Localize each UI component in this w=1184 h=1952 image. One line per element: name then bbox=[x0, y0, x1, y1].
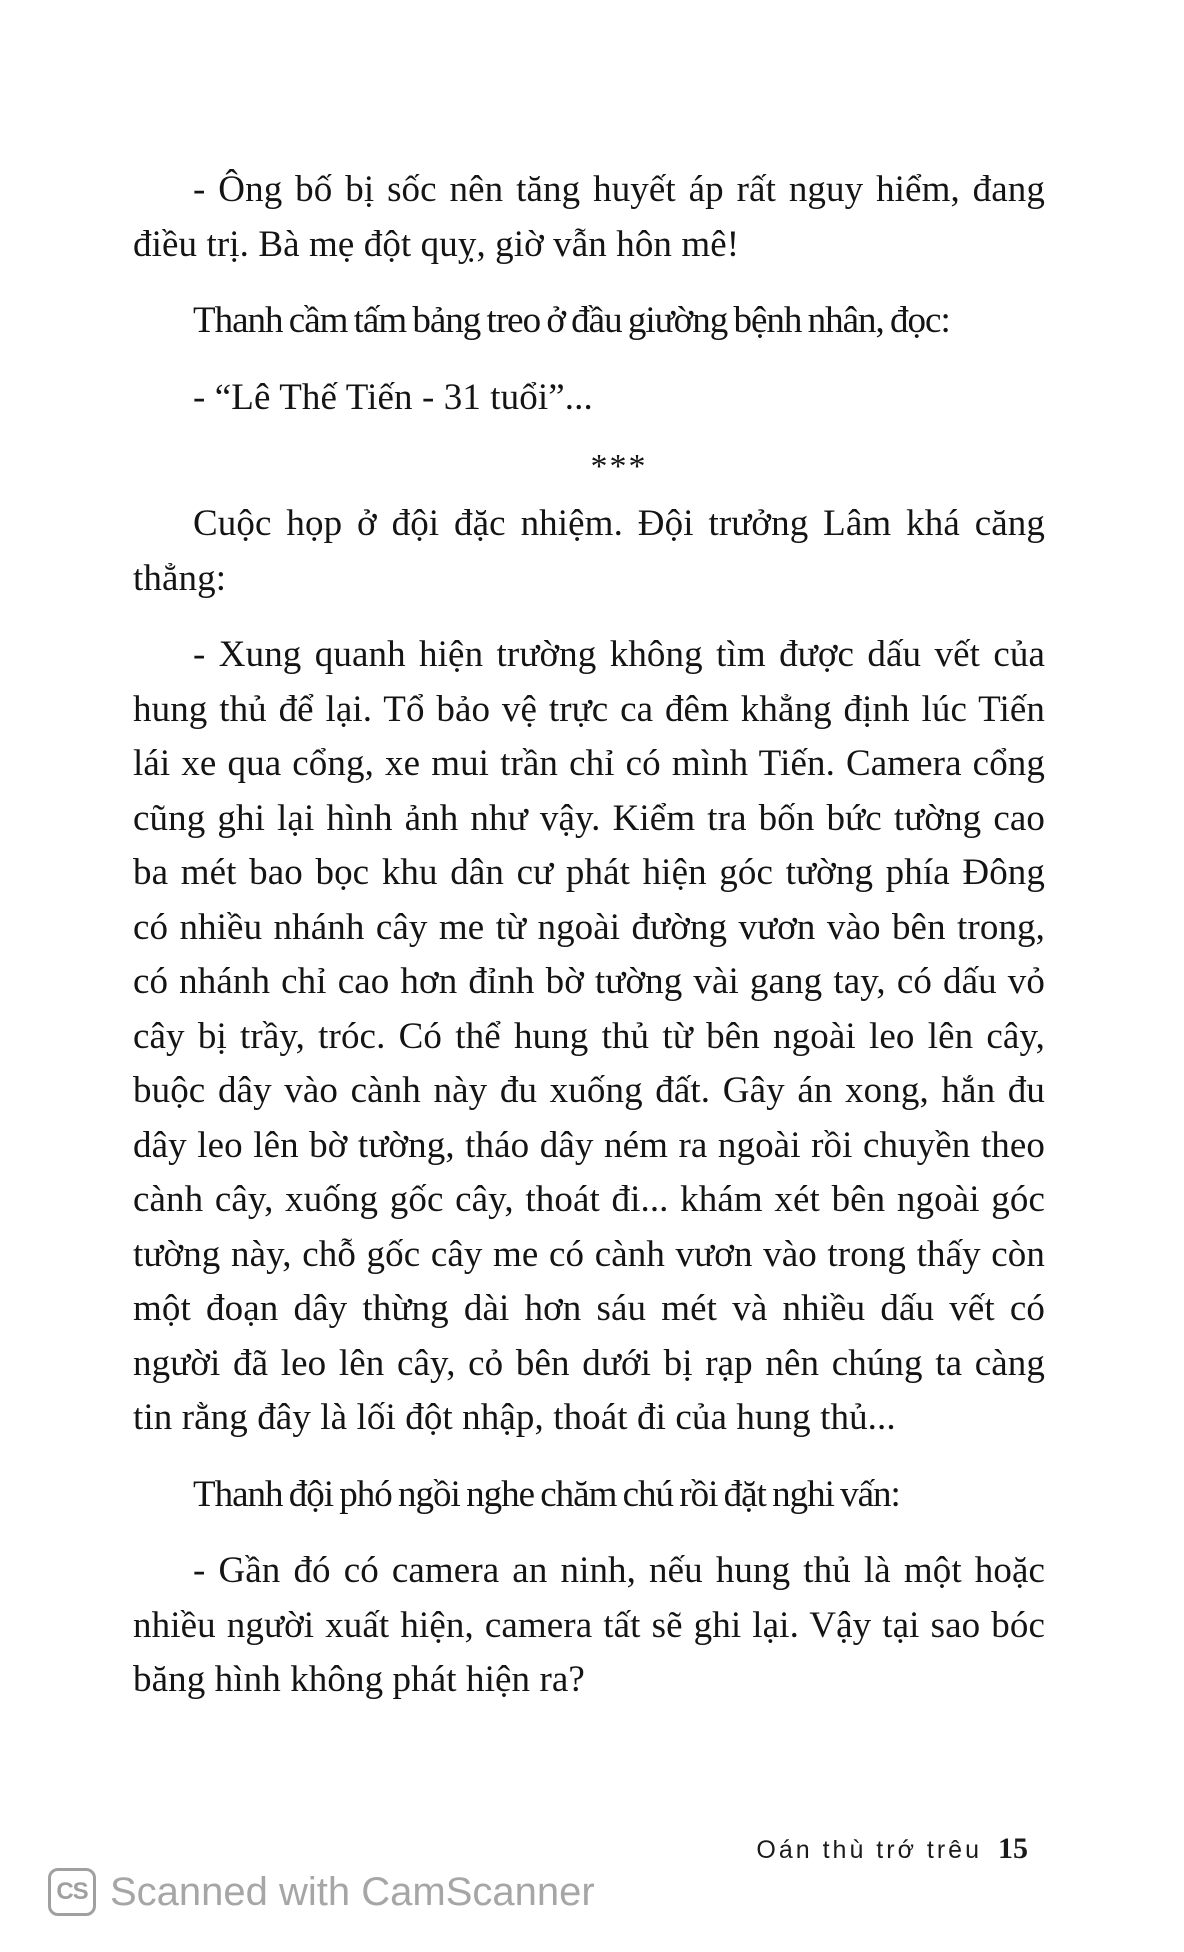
page-number: 15 bbox=[998, 1832, 1028, 1865]
running-footer bbox=[0, 1832, 1028, 1866]
body-text bbox=[133, 163, 1045, 1708]
watermark-text: Scanned with CamScanner bbox=[110, 1869, 595, 1914]
camscanner-logo-icon: CS bbox=[48, 1868, 96, 1916]
paragraph: - Xung quanh hiện trường không tìm được dấu vết của hung thủ để lại. Tổ bảo vệ trực ca đêm khẳng định lúc Tiến lái xe qua cổng, xe mui trần chỉ có mình Tiến. Camera cổng cũng ghi lại hình ảnh như vậy. Kiểm tra bốn bức tường cao ba mét bao bọc khu dân cư phát hiện góc tường phía Đông có nhiều nhánh cây me từ ngoài đường vươn vào bên trong, có nhánh chỉ cao hơn đỉnh bờ tường vài gang tay, có dấu vỏ cây bị trầy, tróc. Có thể hung thủ từ bên ngoài leo lên cây, buộc dây vào cành này đu xuống đất. Gây án xong, hắn đu dây leo lên bờ tường, tháo dây ném ra ngoài rồi chuyền theo cành cây, xuống gốc cây, thoát đi... khám xét bên ngoài góc tường này, chỗ gốc cây me có cành vươn vào trong thấy còn một đoạn dây thừng dài hơn sáu mét và nhiều dấu vết có người đã leo lên cây, cỏ bên dưới bị rạp nên chúng ta càng tin rằng đây là lối đột nhập, thoát đi của hung thủ... bbox=[133, 634, 1045, 1438]
paragraph: - “Lê Thế Tiến - 31 tuổi”... bbox=[193, 376, 593, 418]
book-title: Oán thù trớ trêu bbox=[756, 1836, 982, 1864]
paragraph: - Gần đó có camera an ninh, nếu hung thủ là một hoặc nhiều người xuất hiện, camera tất sẽ ghi lại. Vậy tại sao bóc băng hình không phát hiện ra? bbox=[133, 1550, 1045, 1700]
section-separator: *** bbox=[590, 448, 648, 485]
paragraph: Cuộc họp ở đội đặc nhiệm. Đội trưởng Lâm khá căng thẳng: bbox=[133, 503, 1045, 599]
paragraph: Thanh đội phó ngồi nghe chăm chú rồi đặt nghi vấn: bbox=[193, 1473, 900, 1515]
paragraph: - Ông bố bị sốc nên tăng huyết áp rất nguy hiểm, đang điều trị. Bà mẹ đột quỵ, giờ vẫn hôn mê! bbox=[133, 169, 1045, 265]
scanner-watermark bbox=[48, 1868, 595, 1916]
paragraph: Thanh cầm tấm bảng treo ở đầu giường bệnh nhân, đọc: bbox=[193, 300, 950, 341]
